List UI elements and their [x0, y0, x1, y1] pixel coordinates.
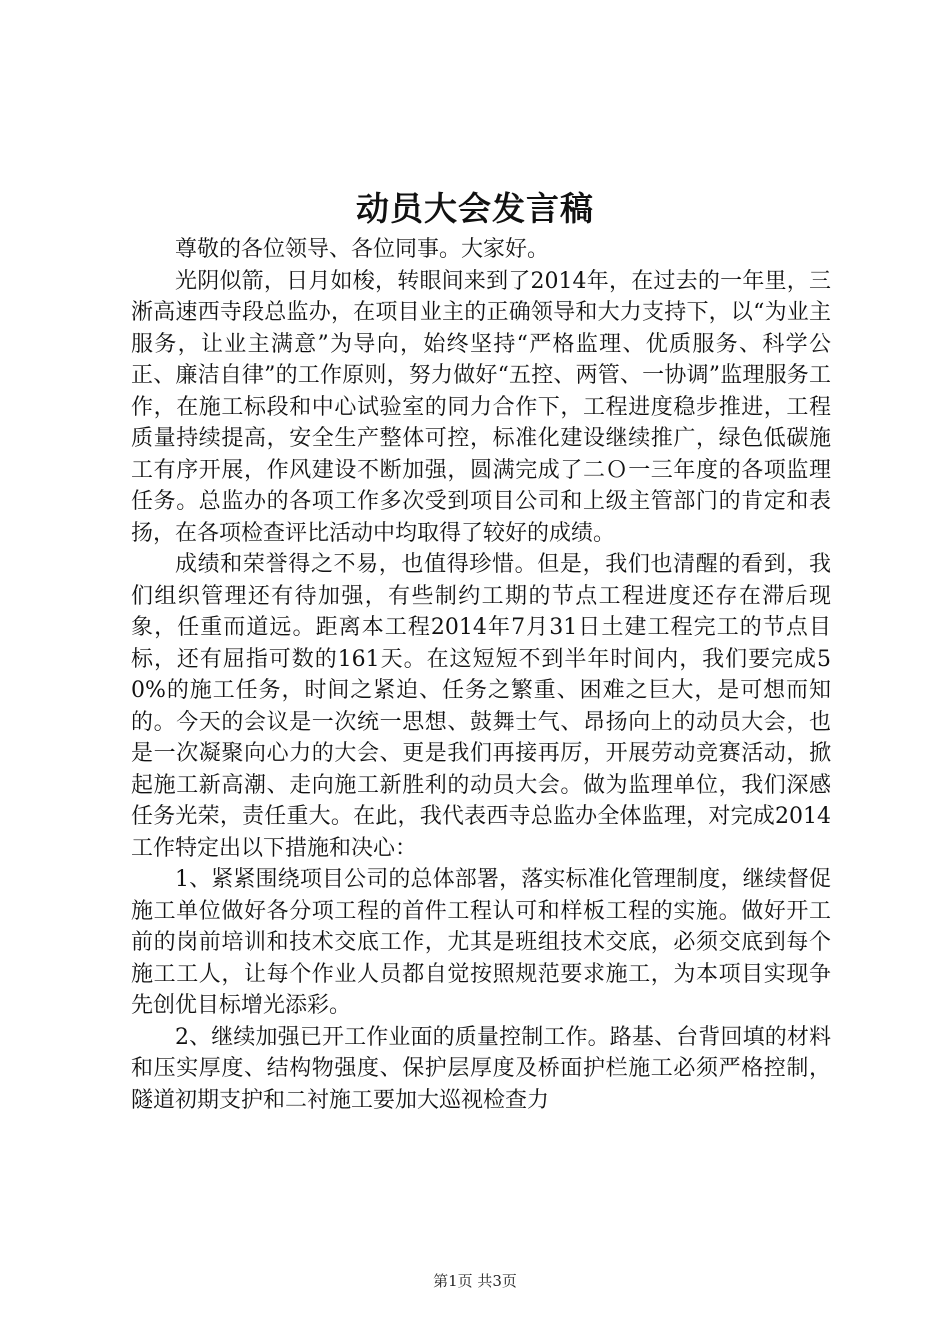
- page-number-footer: 第1页 共3页: [433, 1272, 517, 1290]
- greeting-paragraph: 尊敬的各位领导、各位同事。大家好。: [175, 237, 550, 262]
- document-body: [131, 234, 831, 1116]
- measure-2-paragraph: 2、继续加强已开工作业面的质量控制工作。路基、台背回填的材料和压实厚度、结构物强度、保护层厚度及桥面护栏施工必须严格控制，隧道初期支护和二衬施工要加大巡视检查力: [131, 1024, 831, 1113]
- review-paragraph: 光阴似箭，日月如梭，转眼间来到了2014年，在过去的一年里，三淅高速西寺段总监办，在项目业主的正确领导和大力支持下，以“为业主服务，让业主满意”为导向，始终坚持“严格监理、优质服务、科学公正、廉洁自律”的工作原则，努力做好“五控、两管、一协调”监理服务工作，在施工标段和中心试验室的同力合作下，工程进度稳步推进，工程质量持续提高，安全生产整体可控，标准化建设继续推广，绿色低碳施工有序开展，作风建设不断加强，圆满完成了二Ｏ一三年度的各项监理任务。总监办的各项工作多次受到项目公司和上级主管部门的肯定和表扬，在各项检查评比活动中均取得了较好的成绩。: [131, 268, 831, 546]
- challenge-paragraph: 成绩和荣誉得之不易，也值得珍惜。但是，我们也清醒的看到，我们组织管理还有待加强，有些制约工期的节点工程进度还存在滞后现象，任重而道远。距离本工程2014年7月31日土建工程完工的节点目标，还有屈指可数的161天。在这短短不到半年时间内，我们要完成50%的施工任务，时间之紧迫、任务之繁重、困难之巨大，是可想而知的。今天的会议是一次统一思想、鼓舞士气、昂扬向上的动员大会，也是一次凝聚向心力的大会、更是我们再接再厉，开展劳动竞赛活动，掀起施工新高潮、走向施工新胜利的动员大会。做为监理单位，我们深感任务光荣，责任重大。在此，我代表西寺总监办全体监理，对完成2014工作特定出以下措施和决心：: [131, 552, 831, 861]
- document-title: 动员大会发言稿: [356, 189, 594, 228]
- measure-1-paragraph: 1、紧紧围绕项目公司的总体部署，落实标准化管理制度，继续督促施工单位做好各分项工程的首件工程认可和样板工程的实施。做好开工前的岗前培训和技术交底工作，尤其是班组技术交底，必须交底到每个施工工人，让每个作业人员都自觉按照规范要求施工，为本项目实现争先创优目标增光添彩。: [131, 867, 831, 1018]
